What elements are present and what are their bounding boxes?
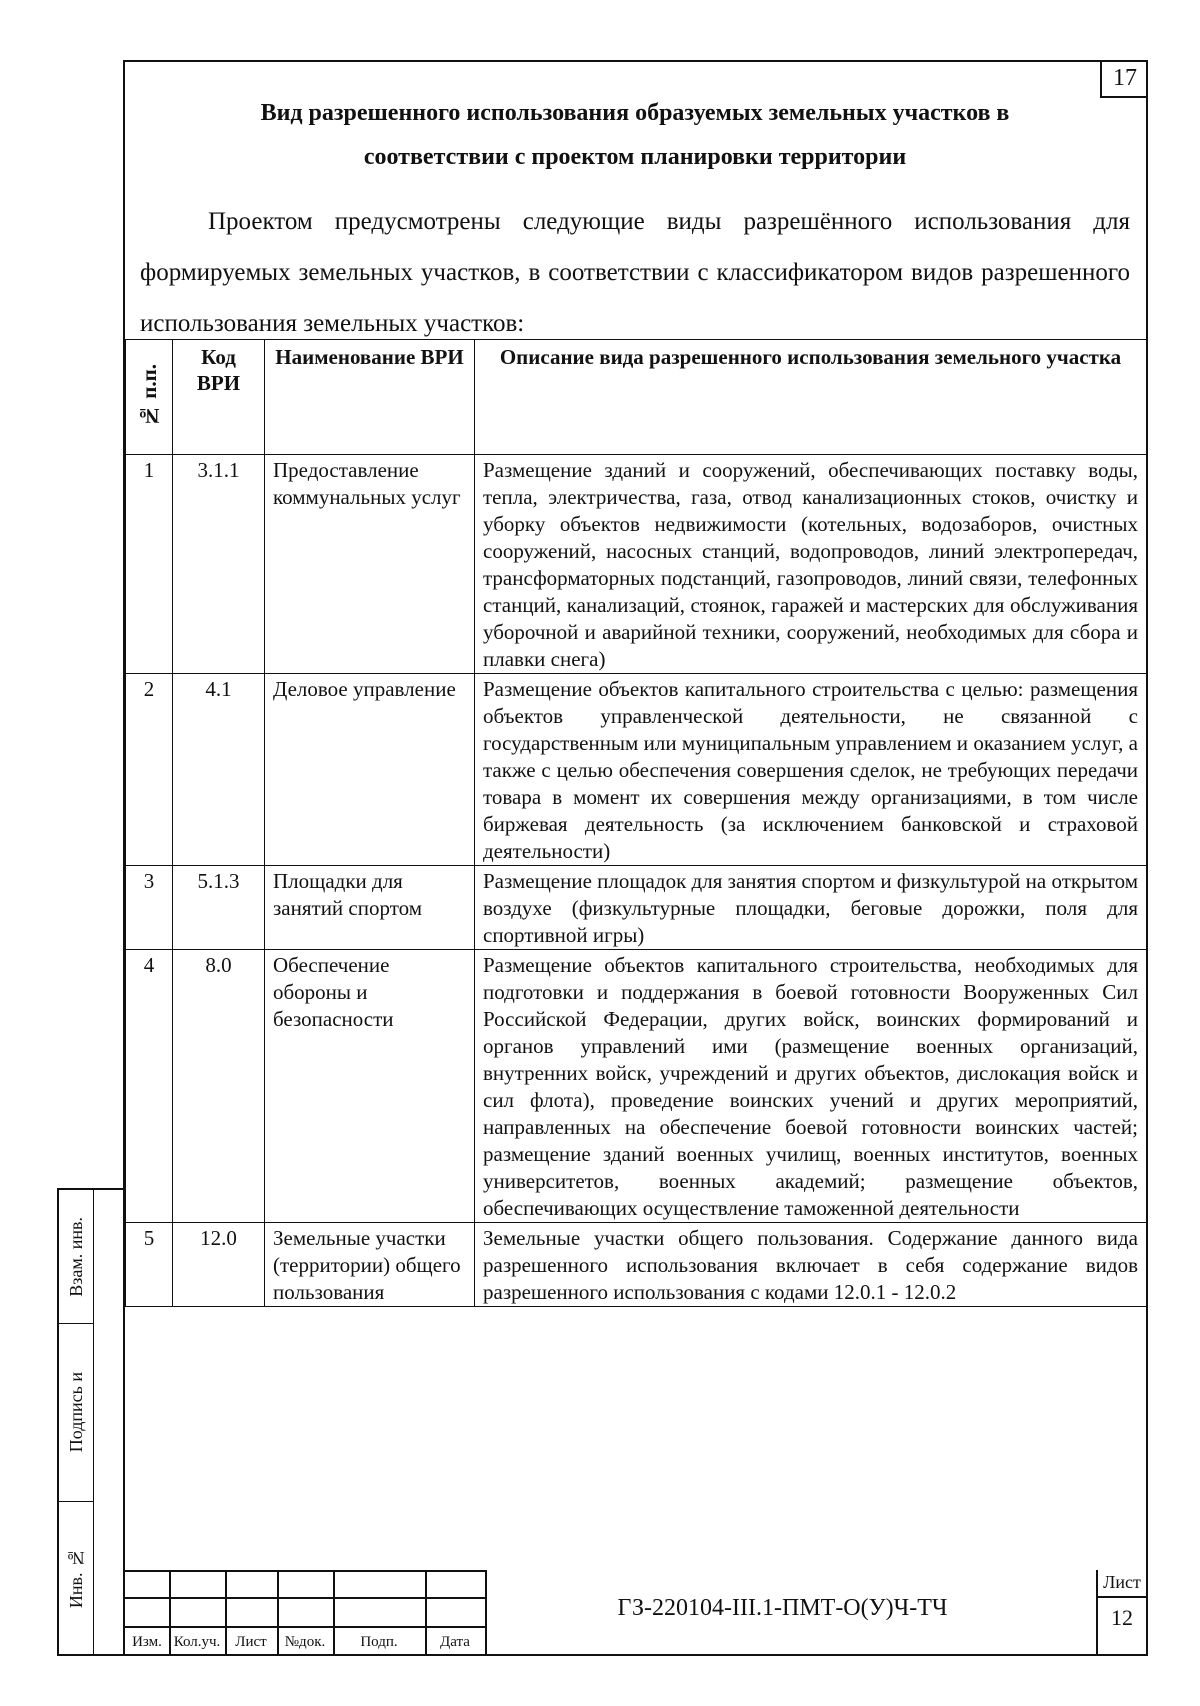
row-code: 4.1 bbox=[173, 674, 265, 866]
row-name: Предоставление коммунальных услуг bbox=[265, 455, 475, 674]
heading-line-1: Вид разрешенного использования образуемых земельных участков в bbox=[260, 100, 1010, 126]
vzam-inv-label: Взам. инв. bbox=[65, 1216, 86, 1297]
row-code: 8.0 bbox=[173, 950, 265, 1223]
intro-paragraph: Проектом предусмотрены следующие виды разрешённого использования для формируемых земельных участков, в соответствии с классификатором видов разрешенного использования земельных участков: bbox=[140, 208, 1130, 337]
header-desc: Описание вида разрешенного использования земельного участка bbox=[475, 340, 1147, 455]
table-row bbox=[126, 950, 1147, 1223]
row-num: 1 bbox=[126, 455, 173, 674]
tb-label-list: Лист bbox=[235, 1634, 267, 1650]
tb-label-data: Дата bbox=[440, 1634, 470, 1650]
row-desc: Размещение площадок для занятия спортом и физкультурой на открытом воздухе (физкультурные площадки, беговые дорожки, поля для спортивной игры) bbox=[475, 866, 1147, 950]
tb-label-izm: Изм. bbox=[132, 1634, 162, 1650]
vzam-inv-cell bbox=[59, 1190, 93, 1324]
header-name: Наименование ВРИ bbox=[265, 340, 475, 455]
header-code: Код ВРИ bbox=[173, 340, 265, 455]
side-stamp-strip bbox=[57, 1188, 123, 1656]
table-row bbox=[126, 674, 1147, 866]
tb-label-koluch: Кол.уч. bbox=[173, 1634, 221, 1650]
table-row bbox=[126, 866, 1147, 950]
row-name: Земельные участки (территории) общего пользования bbox=[265, 1223, 475, 1307]
table-row bbox=[126, 455, 1147, 674]
sheet-label: Лист bbox=[1103, 1572, 1141, 1592]
row-desc: Размещение объектов капитального строительства, необходимых для подготовки и поддержания в боевой готовности Вооруженных Сил Российской Федерации, других войск, воинских формирований и органов управлений ими (размещение военных организаций, внутренних войск, учреждений и других объектов, дислокация войск и сил флота), проведение воинских учений и других мероприятий, направленных на обеспечение боевой готовности воинских частей; размещение зданий военных училищ, военных институтов, военных университетов, военных академий; размещение объектов, обеспечивающих осуществление таможенной деятельности bbox=[475, 950, 1147, 1223]
row-name: Обеспечение обороны и безопасности bbox=[265, 950, 475, 1223]
tb-label-podp: Подп. bbox=[360, 1634, 398, 1650]
row-desc: Размещение зданий и сооружений, обеспечивающих поставку воды, тепла, электричества, газа, отвод канализационных стоков, очистку и уборку объектов недвижимости (котельных, водозаборов, очистных сооружений, насосных станций, водопроводов, линий электропередач, трансформаторных подстанций, газопроводов, линий связи, телефонных станций, канализаций, стоянок, гаражей и мастерских для обслуживания уборочной и аварийной техники, сооружений, необходимых для сбора и плавки снега) bbox=[475, 455, 1147, 674]
vri-table bbox=[125, 339, 1147, 1307]
podpis-cell bbox=[59, 1324, 93, 1502]
inv-cell bbox=[59, 1502, 93, 1654]
row-code: 3.1.1 bbox=[173, 455, 265, 674]
header-num: № п.п. bbox=[126, 340, 173, 455]
row-num: 4 bbox=[126, 950, 173, 1223]
row-num: 5 bbox=[126, 1223, 173, 1307]
row-num: 3 bbox=[126, 866, 173, 950]
row-name: Деловое управление bbox=[265, 674, 475, 866]
table-row bbox=[126, 1223, 1147, 1307]
podpis-label: Подпись и bbox=[65, 1372, 86, 1453]
heading-line-2: соответствии с проектом планировки территории bbox=[363, 144, 907, 170]
row-desc: Размещение объектов капитального строительства с целью: размещения объектов управленческой деятельности, не связанной с государственным или муниципальным управлением и оказанием услуг, а также с целью обеспечения совершения сделок, не требующих передачи товара в момент их совершения между организациями, в том числе биржевая деятельность (за исключением банковской и страховой деятельности) bbox=[475, 674, 1147, 866]
top-sheet-number: 17 bbox=[1100, 60, 1148, 98]
row-code: 5.1.3 bbox=[173, 866, 265, 950]
row-code: 12.0 bbox=[173, 1223, 265, 1307]
row-desc: Земельные участки общего пользования. Содержание данного вида разрешенного использования включает в себя содержание видов разрешенного использования с кодами 12.0.1 - 12.0.2 bbox=[475, 1223, 1147, 1307]
sheet-number: 12 bbox=[1111, 1605, 1133, 1630]
row-num: 2 bbox=[126, 674, 173, 866]
inv-label: Инв. № bbox=[65, 1547, 86, 1609]
table-header-row bbox=[126, 340, 1147, 455]
document-code: ГЗ-220104-III.1-ПМТ-О(У)Ч-ТЧ bbox=[617, 1595, 948, 1621]
row-name: Площадки для занятий спортом bbox=[265, 866, 475, 950]
tb-label-ndok: №док. bbox=[284, 1634, 326, 1650]
